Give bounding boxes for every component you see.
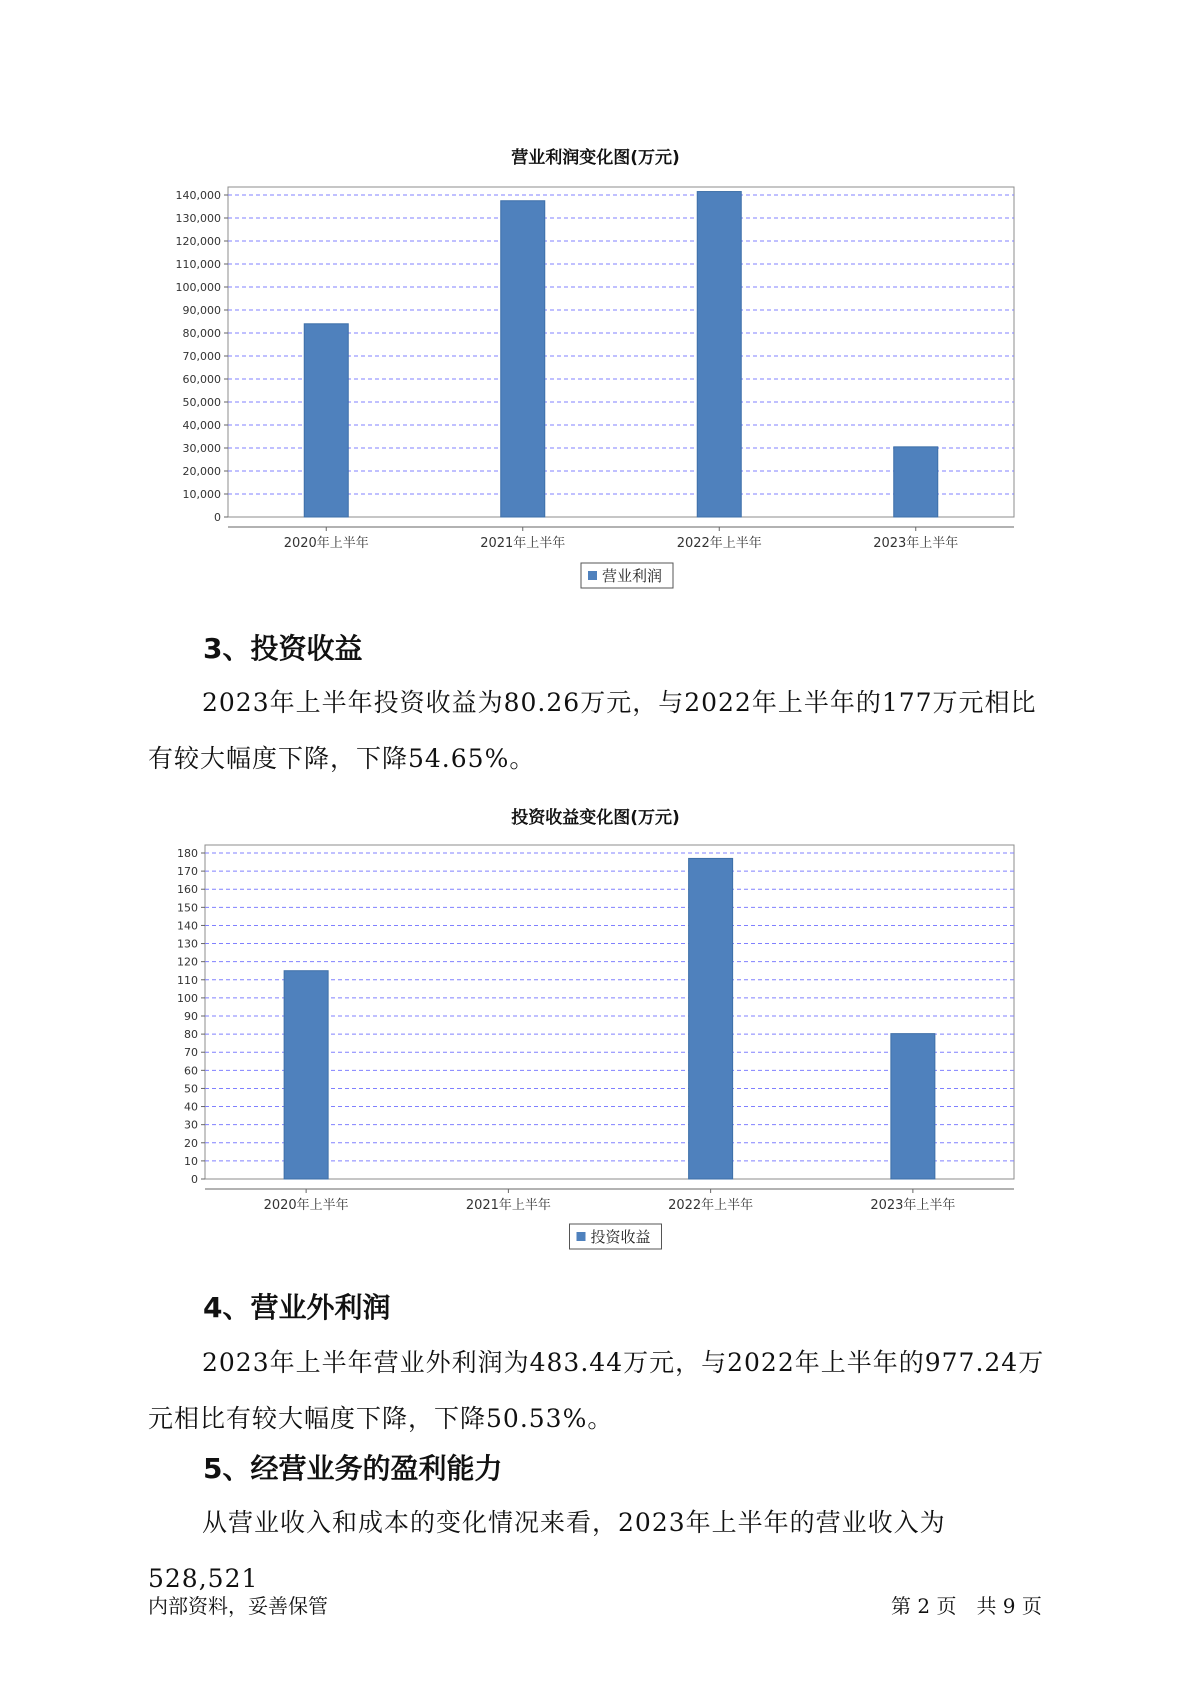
y-tick-label: 10	[184, 1154, 198, 1168]
bar	[697, 192, 741, 517]
y-tick-label: 40	[184, 1100, 198, 1114]
footer-page-number: 第 2 页 共 9 页	[891, 1594, 1042, 1618]
bar	[894, 447, 938, 517]
y-tick-label: 130	[177, 937, 198, 951]
y-tick-label: 0	[191, 1173, 198, 1186]
x-tick-label: 2020年上半年	[263, 1198, 349, 1213]
y-tick-label: 30	[184, 1118, 198, 1132]
bar	[689, 858, 733, 1179]
y-tick-label: 40,000	[182, 419, 221, 432]
y-tick-label: 120,000	[175, 235, 221, 248]
y-tick-label: 50,000	[182, 396, 221, 409]
y-tick-label: 90	[184, 1010, 198, 1023]
legend-swatch	[577, 1232, 586, 1241]
bar	[501, 201, 545, 517]
y-tick-label: 80	[184, 1028, 198, 1042]
section-text-profitability: 从营业收入和成本的变化情况来看，2023年上半年的营业收入为528,521	[148, 1508, 946, 1593]
y-tick-label: 140	[177, 919, 198, 933]
bar	[304, 324, 348, 517]
footer-left: 内部资料，妥善保管	[148, 1594, 328, 1618]
y-tick-label: 0	[214, 511, 221, 524]
bar	[891, 1034, 935, 1179]
section-heading-non-operating: 4、营业外利润	[203, 1291, 391, 1324]
legend-label: 投资收益	[590, 1228, 651, 1246]
y-tick-label: 150	[177, 901, 198, 915]
y-tick-label: 20,000	[182, 465, 221, 478]
x-tick-label: 2023年上半年	[873, 536, 959, 551]
y-tick-label: 100	[177, 991, 198, 1005]
y-tick-label: 100,000	[175, 281, 221, 294]
investment-income-chart	[0, 828, 1191, 1258]
legend-label: 营业利润	[602, 567, 663, 585]
y-tick-label: 20	[184, 1136, 198, 1150]
operating-profit-chart	[0, 170, 1191, 610]
y-tick-label: 110	[177, 973, 198, 987]
legend-swatch	[588, 571, 597, 580]
x-tick-label: 2020年上半年	[283, 536, 369, 551]
y-tick-label: 140,000	[175, 189, 221, 202]
section-heading-profitability: 5、经营业务的盈利能力	[203, 1452, 503, 1485]
y-tick-label: 90,000	[182, 304, 221, 317]
section-text-non-operating: 2023年上半年营业外利润为483.44万元，与2022年上半年的977.24万元相比有较大幅度下降，下降50.53%。	[148, 1348, 1045, 1433]
y-tick-label: 60	[184, 1064, 198, 1078]
x-tick-label: 2021年上半年	[465, 1198, 551, 1213]
section-heading-investment: 3、投资收益	[203, 632, 363, 665]
y-tick-label: 110,000	[175, 258, 221, 271]
x-tick-label: 2022年上半年	[668, 1198, 754, 1213]
y-tick-label: 170	[177, 865, 198, 879]
y-tick-label: 160	[177, 883, 198, 897]
bar	[284, 971, 328, 1179]
x-tick-label: 2022年上半年	[676, 536, 762, 551]
y-tick-label: 70	[184, 1046, 198, 1060]
chart-title-operating-profit: 营业利润变化图(万元)	[511, 148, 680, 168]
y-tick-label: 10,000	[182, 488, 221, 501]
section-text-investment: 2023年上半年投资收益为80.26万元，与2022年上半年的177万元相比有较大幅度下降，下降54.65%。	[148, 688, 1037, 773]
x-tick-label: 2023年上半年	[870, 1198, 956, 1213]
y-tick-label: 120	[177, 955, 198, 969]
y-tick-label: 130,000	[175, 212, 221, 225]
y-tick-label: 70,000	[182, 350, 221, 363]
y-tick-label: 180	[177, 847, 198, 860]
x-tick-label: 2021年上半年	[480, 536, 566, 551]
y-tick-label: 60,000	[182, 373, 221, 386]
chart-title-investment-income: 投资收益变化图(万元)	[511, 808, 680, 828]
y-tick-label: 50	[184, 1082, 198, 1096]
y-tick-label: 30,000	[182, 442, 221, 455]
y-tick-label: 80,000	[182, 327, 221, 340]
